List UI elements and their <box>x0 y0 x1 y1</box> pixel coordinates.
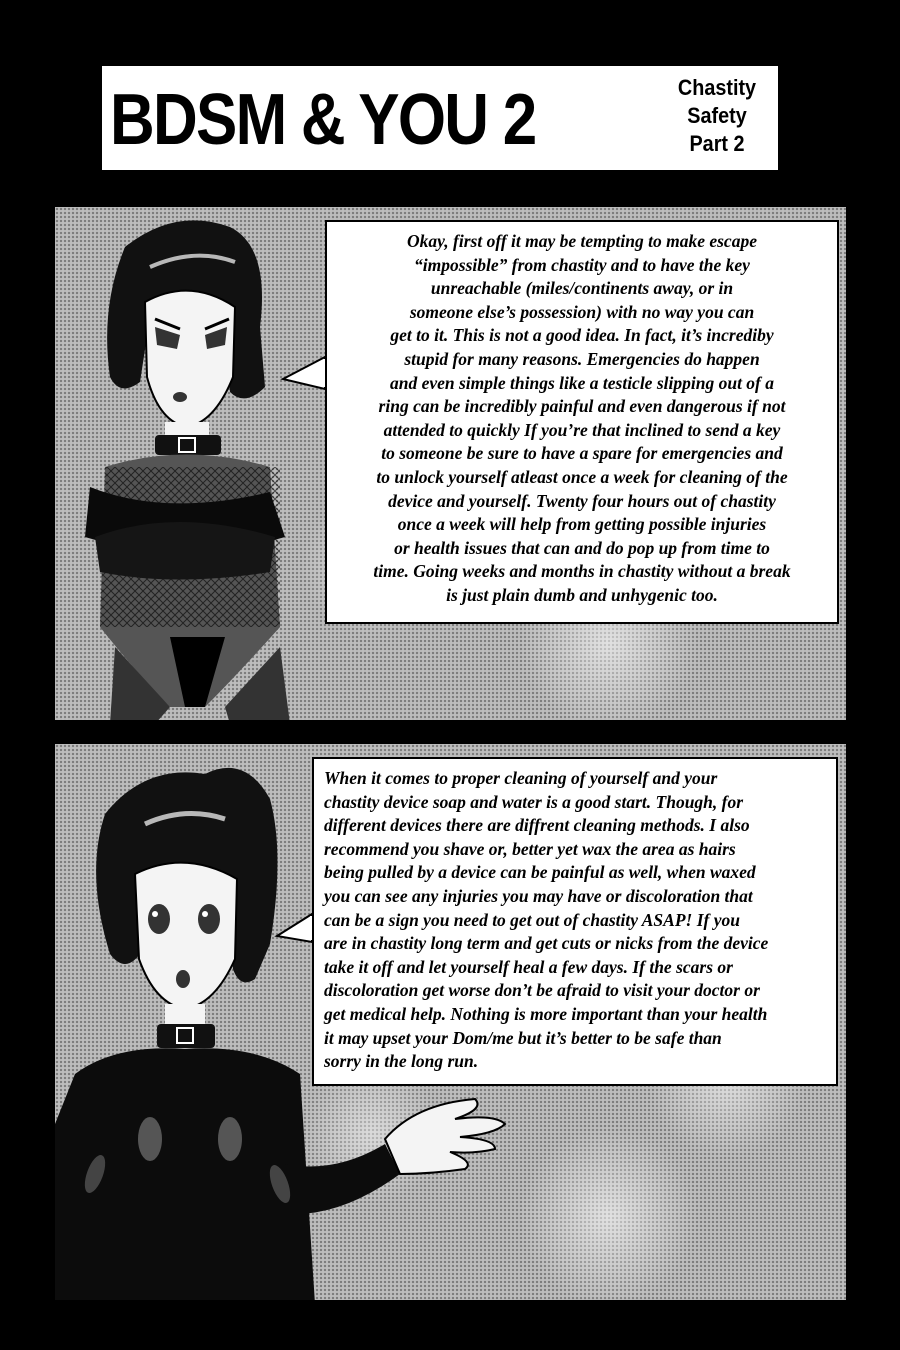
caption-line: you can see any injuries you may have or discoloration that <box>324 885 753 906</box>
caption-line: being pulled by a device can be painful as well, when waxed <box>324 862 756 883</box>
caption-line: to someone be sure to have a spare for emergencies and <box>381 443 783 464</box>
caption-line: ring can be incredibly painful and even dangerous if not <box>378 396 786 417</box>
caption-line: sorry in the long run. <box>324 1051 479 1072</box>
caption-line: it may upset your Dom/me but it’s better to be safe than <box>324 1027 722 1048</box>
caption-line: can be a sign you need to get out of chastity ASAP! If you <box>324 909 740 930</box>
caption-line: or health issues that can and do pop up from time to <box>394 537 770 558</box>
caption-line: recommend you shave or, better yet wax the area as hairs <box>324 838 736 859</box>
caption-line: are in chastity long term and get cuts or nicks from the device <box>324 933 769 954</box>
subtitle-line: Chastity <box>677 75 757 100</box>
caption-line: is just plain dumb and unhygenic too. <box>446 584 718 605</box>
speech-caption <box>325 220 839 624</box>
caption-line: chastity device soap and water is a good start. Though, for <box>324 791 744 812</box>
title-banner <box>100 64 780 172</box>
subtitle-line: Safety <box>687 103 747 128</box>
subtitle-line: Part 2 <box>689 131 745 156</box>
caption-line: When it comes to proper cleaning of yourself and your <box>324 768 718 788</box>
caption-line: to unlock yourself atleast once a week for cleaning of the <box>376 466 788 487</box>
caption-line: someone else’s possession) with no way you can <box>409 301 755 322</box>
caption-line: unreachable (miles/continents away, or in <box>430 278 734 299</box>
speech-caption <box>312 757 838 1086</box>
caption-line: stupid for many reasons. Emergencies do happen <box>404 348 760 369</box>
comic-panel-2 <box>53 742 848 1302</box>
caption-line: once a week will help from getting possible injuries <box>397 514 767 535</box>
caption-line: attended to quickly If you’re that inclined to send a key <box>383 419 781 440</box>
caption-line: time. Going weeks and months in chastity without a break <box>373 561 791 582</box>
caption-line: take it off and let yourself heal a few days. If the scars or <box>324 956 733 977</box>
caption-line: different devices there are diffrent cleaning methods. I also <box>324 815 750 836</box>
caption-line: get medical help. Nothing is more important than your health <box>324 1003 768 1024</box>
page-title: BDSM & YOU 2 <box>110 80 536 160</box>
caption-line: and even simple things like a testicle slipping out of a <box>389 372 775 393</box>
comic-panel-1 <box>53 205 848 722</box>
caption-line: Okay, first off it may be tempting to make escape <box>407 231 757 251</box>
caption-line: device and yourself. Twenty four hours out of chastity <box>388 490 776 511</box>
caption-line: get to it. This is not a good idea. In fact, it’s incrediby <box>390 325 774 346</box>
caption-line: discoloration get worse don’t be afraid to visit your doctor or <box>324 980 760 1001</box>
caption-line: “impossible” from chastity and to have the key <box>414 254 750 275</box>
page-subtitle <box>662 74 772 158</box>
